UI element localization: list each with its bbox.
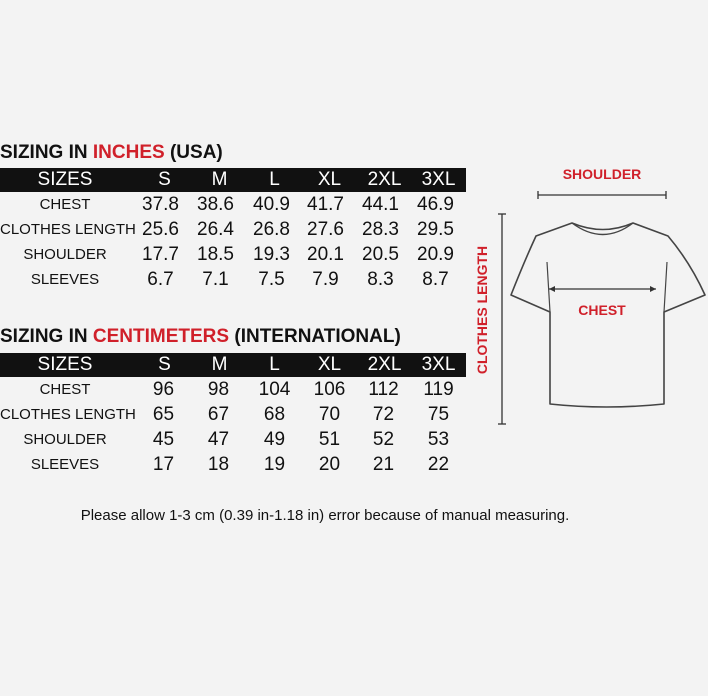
- shoulder-label: SHOULDER: [562, 166, 642, 182]
- centimeters-row-label: SLEEVES: [30, 456, 100, 473]
- inches-header-size-xl: XL: [317, 169, 342, 190]
- centimeters-cell: 45: [152, 429, 175, 450]
- centimeters-row-label: CLOTHES LENGTH: [0, 406, 136, 423]
- inches-cell: 41.7: [307, 194, 344, 215]
- centimeters-cell: 112: [368, 379, 399, 400]
- centimeters-row-shoulder: [0, 428, 466, 452]
- centimeters-cell: 98: [207, 379, 230, 400]
- inches-row-clothes-length: [0, 218, 466, 242]
- centimeters-cell: 22: [427, 454, 450, 475]
- centimeters-cell: 52: [372, 429, 395, 450]
- inches-cell: 26.8: [253, 219, 290, 240]
- centimeters-row-label: SHOULDER: [23, 431, 107, 448]
- centimeters-section-title: [0, 326, 401, 348]
- centimeters-header-sizes-label: SIZES: [37, 354, 93, 375]
- inches-title-suffix: (USA): [164, 142, 223, 163]
- centimeters-cell: 51: [318, 429, 341, 450]
- inches-cell: 8.7: [422, 269, 449, 290]
- centimeters-cell: 72: [372, 404, 395, 425]
- centimeters-cell: 70: [318, 404, 341, 425]
- inches-row-label: SHOULDER: [23, 246, 107, 263]
- centimeters-cell: 21: [372, 454, 395, 475]
- centimeters-header-row: [0, 353, 466, 377]
- inches-cell: 20.1: [307, 244, 344, 265]
- inches-header-row: [0, 168, 466, 192]
- inches-cell: 7.1: [202, 269, 229, 290]
- inches-cell: 7.9: [312, 269, 339, 290]
- inches-row-label: SLEEVES: [30, 271, 100, 288]
- centimeters-header-size-xl: XL: [317, 354, 342, 375]
- inches-cell: 26.4: [197, 219, 234, 240]
- inches-cell: 7.5: [258, 269, 285, 290]
- centimeters-cell: 47: [207, 429, 230, 450]
- inches-row-label: CLOTHES LENGTH: [0, 221, 136, 238]
- centimeters-header-size-s: S: [158, 354, 171, 375]
- inches-cell: 40.9: [253, 194, 290, 215]
- inches-title-prefix: SIZING IN: [0, 142, 93, 163]
- inches-section-title: [0, 142, 223, 164]
- inches-title-accent: INCHES: [92, 142, 165, 163]
- centimeters-cell: 18: [207, 454, 230, 475]
- centimeters-header-size-3xl: 3XL: [421, 354, 456, 375]
- centimeters-cell: 104: [258, 379, 291, 400]
- centimeters-cell: 53: [427, 429, 450, 450]
- inches-cell: 20.5: [362, 244, 399, 265]
- centimeters-cell: 68: [263, 404, 286, 425]
- inches-cell: 29.5: [417, 219, 454, 240]
- inches-row-label: CHEST: [39, 196, 91, 213]
- centimeters-cell: 19: [263, 454, 286, 475]
- inches-cell: 46.9: [417, 194, 454, 215]
- inches-row-sleeves: [0, 268, 466, 292]
- centimeters-row-clothes-length: [0, 403, 466, 427]
- centimeters-row-sleeves: [0, 453, 466, 477]
- length-arrow: [498, 214, 506, 424]
- centimeters-cell: 75: [427, 404, 450, 425]
- inches-header-size-s: S: [158, 169, 171, 190]
- inches-cell: 44.1: [362, 194, 399, 215]
- inches-header-sizes-label: SIZES: [37, 169, 93, 190]
- inches-cell: 17.7: [142, 244, 179, 265]
- length-label: CLOTHES LENGTH: [474, 245, 490, 375]
- centimeters-cell: 20: [318, 454, 341, 475]
- inches-cell: 18.5: [197, 244, 234, 265]
- centimeters-header-size-m: M: [211, 354, 228, 375]
- inches-cell: 27.6: [307, 219, 344, 240]
- centimeters-cell: 67: [207, 404, 230, 425]
- inches-cell: 37.8: [142, 194, 179, 215]
- inches-header-size-2xl: 2XL: [367, 169, 402, 190]
- centimeters-header-size-2xl: 2XL: [367, 354, 402, 375]
- inches-cell: 20.9: [417, 244, 454, 265]
- inches-cell: 38.6: [197, 194, 234, 215]
- inches-cell: 8.3: [367, 269, 394, 290]
- centimeters-title-accent: CENTIMETERS: [92, 326, 230, 347]
- chest-label: CHEST: [578, 302, 626, 318]
- chest-arrow: [549, 286, 656, 292]
- inches-row-shoulder: [0, 243, 466, 267]
- centimeters-row-chest: [0, 378, 466, 402]
- tshirt-diagram: [470, 160, 708, 430]
- centimeters-header-size-l: L: [269, 354, 280, 375]
- centimeters-cell: 119: [423, 379, 454, 400]
- inches-cell: 25.6: [142, 219, 179, 240]
- centimeters-cell: 49: [263, 429, 286, 450]
- inches-cell: 28.3: [362, 219, 399, 240]
- measurement-note: Please allow 1-3 cm (0.39 in-1.18 in) error because of manual measuring.: [80, 507, 570, 524]
- inches-header-size-l: L: [269, 169, 280, 190]
- centimeters-title-prefix: SIZING IN: [0, 326, 93, 347]
- centimeters-cell: 96: [152, 379, 175, 400]
- centimeters-row-label: CHEST: [39, 381, 91, 398]
- inches-row-chest: [0, 193, 466, 217]
- centimeters-title-suffix: (INTERNATIONAL): [229, 326, 401, 347]
- centimeters-cell: 17: [152, 454, 175, 475]
- centimeters-cell: 65: [152, 404, 175, 425]
- inches-header-size-3xl: 3XL: [421, 169, 456, 190]
- inches-cell: 19.3: [253, 244, 290, 265]
- centimeters-cell: 106: [313, 379, 346, 400]
- shoulder-arrow: [538, 191, 666, 199]
- inches-cell: 6.7: [147, 269, 174, 290]
- inches-header-size-m: M: [211, 169, 228, 190]
